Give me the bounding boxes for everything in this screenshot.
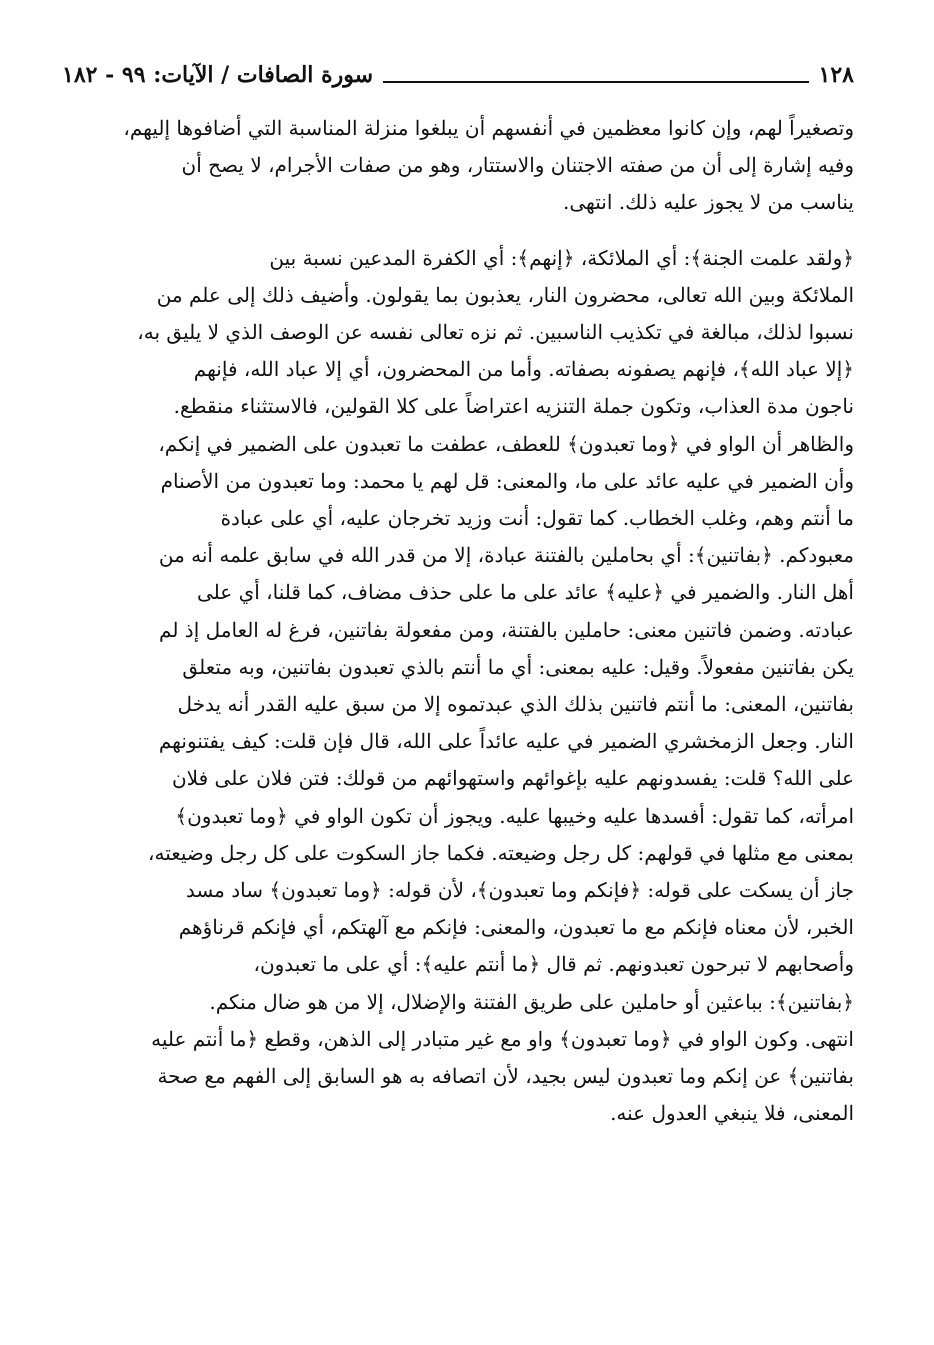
text-line: نسبوا لذلك، مبالغة في تكذيب الناسبين. ثم نزه تعالى نفسه عن الوصف الذي لا يليق به،	[137, 320, 854, 345]
text-line: وأن الضمير في عليه عائد على ما، والمعنى: قل لهم يا محمد: وما تعبدون من الأصنام	[160, 468, 854, 493]
text-line: الملائكة وبين الله تعالى، محضرون النار، يعذبون بما يقولون. وأضيف ذلك إلى علم من	[156, 282, 854, 307]
text-line: بفاتنين﴾ عن إنكم وما تعبدون ليس بجيد، لأن اتصافه به هو السابق إلى الفهم مع صحة	[157, 1064, 854, 1089]
text-line: ﴿إلا عباد الله﴾، فإنهم يصفونه بصفاته. وأما من المحضرون، أي إلا عباد الله، فإنهم	[193, 357, 854, 382]
text-line: ﴿بفاتنين﴾: بباعثين أو حاملين على طريق الفتنة والإضلال، إلا من هو ضال منكم.	[209, 989, 854, 1014]
text-line: ما أنتم وهم، وغلب الخطاب. كما تقول: أنت وزيد تخرجان عليه، أي على عبادة	[220, 506, 854, 531]
text-line: وفيه إشارة إلى أن من صفته الاجتنان والاستتار، وهو من صفات الأجرام، لا يصح أن	[181, 153, 854, 178]
text-line: يكن بفاتنين مفعولاً. وقيل: عليه بمعنى: أي ما أنتم بالذي تعبدون بفاتنين، وبه متعلق	[182, 654, 854, 679]
text-line: المعنى، فلا ينبغي العدول عنه.	[610, 1101, 854, 1126]
body-text	[62, 110, 854, 1132]
text-line: أهل النار. والضمير في ﴿عليه﴾ عائد على ما على حذف مضاف، كما قلنا، أي على	[197, 580, 854, 605]
paragraph-1	[62, 110, 854, 222]
text-line: على الله؟ قلت: يفسدونهم عليه بإغوائهم واستهوائهم من قولك: فتن فلان على فلان	[171, 766, 854, 791]
text-line: يناسب من لا يجوز عليه ذلك. انتهى.	[563, 190, 854, 215]
text-line: ناجون مدة العذاب، وتكون جملة التنزيه اعتراضاً على كلا القولين، فالاستثناء منقطع.	[173, 394, 854, 419]
text-line: بمعنى مع مثلها في قولهم: كل رجل وضيعته. فكما جاز السكوت على كل رجل وضيعته،	[148, 840, 854, 865]
text-line: بفاتنين، المعنى: ما أنتم فاتنين بذلك الذي عبدتموه إلا من سبق عليه القدر أنه يدخل	[177, 692, 854, 717]
text-line: امرأته، كما تقول: أفسدها عليه وخيبها عليه. ويجوز أن تكون الواو في ﴿وما تعبدون﴾	[175, 803, 854, 828]
text-line: انتهى. وكون الواو في ﴿وما تعبدون﴾ واو مع غير متبادر إلى الذهن، وقطع ﴿ما أنتم عليه	[151, 1026, 854, 1051]
paragraph-2	[62, 240, 854, 1133]
text-line: ﴿ولقد علمت الجنة﴾: أي الملائكة، ﴿إنهم﴾: أي الكفرة المدعين نسبة بين	[269, 245, 854, 270]
header-rule	[383, 81, 809, 83]
text-line: وأصحابهم لا تبرحون تعبدونهم. ثم قال ﴿ما أنتم عليه﴾: أي على ما تعبدون،	[253, 952, 854, 977]
page-header	[62, 58, 854, 92]
text-line: معبودكم. ﴿بفاتنين﴾: أي بحاملين بالفتنة عبادة، إلا من قدر الله في سابق علمه أنه من	[158, 543, 854, 568]
text-line: والظاهر أن الواو في ﴿وما تعبدون﴾ للعطف، عطفت ما تعبدون على الضمير في إنكم،	[158, 431, 854, 456]
text-line: وتصغيراً لهم، وإن كانوا معظمين في أنفسهم أن يبلغوا منزلة المناسبة التي أضافوها إليهم،	[123, 116, 854, 140]
text-line: جاز أن يسكت على قوله: ﴿فإنكم وما تعبدون﴾، لأن قوله: ﴿وما تعبدون﴾ ساد مسد	[185, 878, 854, 903]
text-line: الخبر، لأن معناه فإنكم مع ما تعبدون، والمعنى: فإنكم مع آلهتكم، أي فإنكم قرناؤهم	[178, 915, 854, 940]
text-line: عبادته. وضمن فاتنين معنى: حاملين بالفتنة، ومن مفعولة بفاتنين، فرغ له العامل إذ لم	[159, 617, 854, 642]
running-title: سورة الصافات / الآيات: ٩٩ - ١٨٢	[62, 62, 374, 88]
page-number: ١٢٨	[818, 62, 854, 88]
text-line: النار. وجعل الزمخشري الضمير في عليه عائداً على الله، قال فإن قلت: كيف يفتنونهم	[158, 729, 854, 754]
